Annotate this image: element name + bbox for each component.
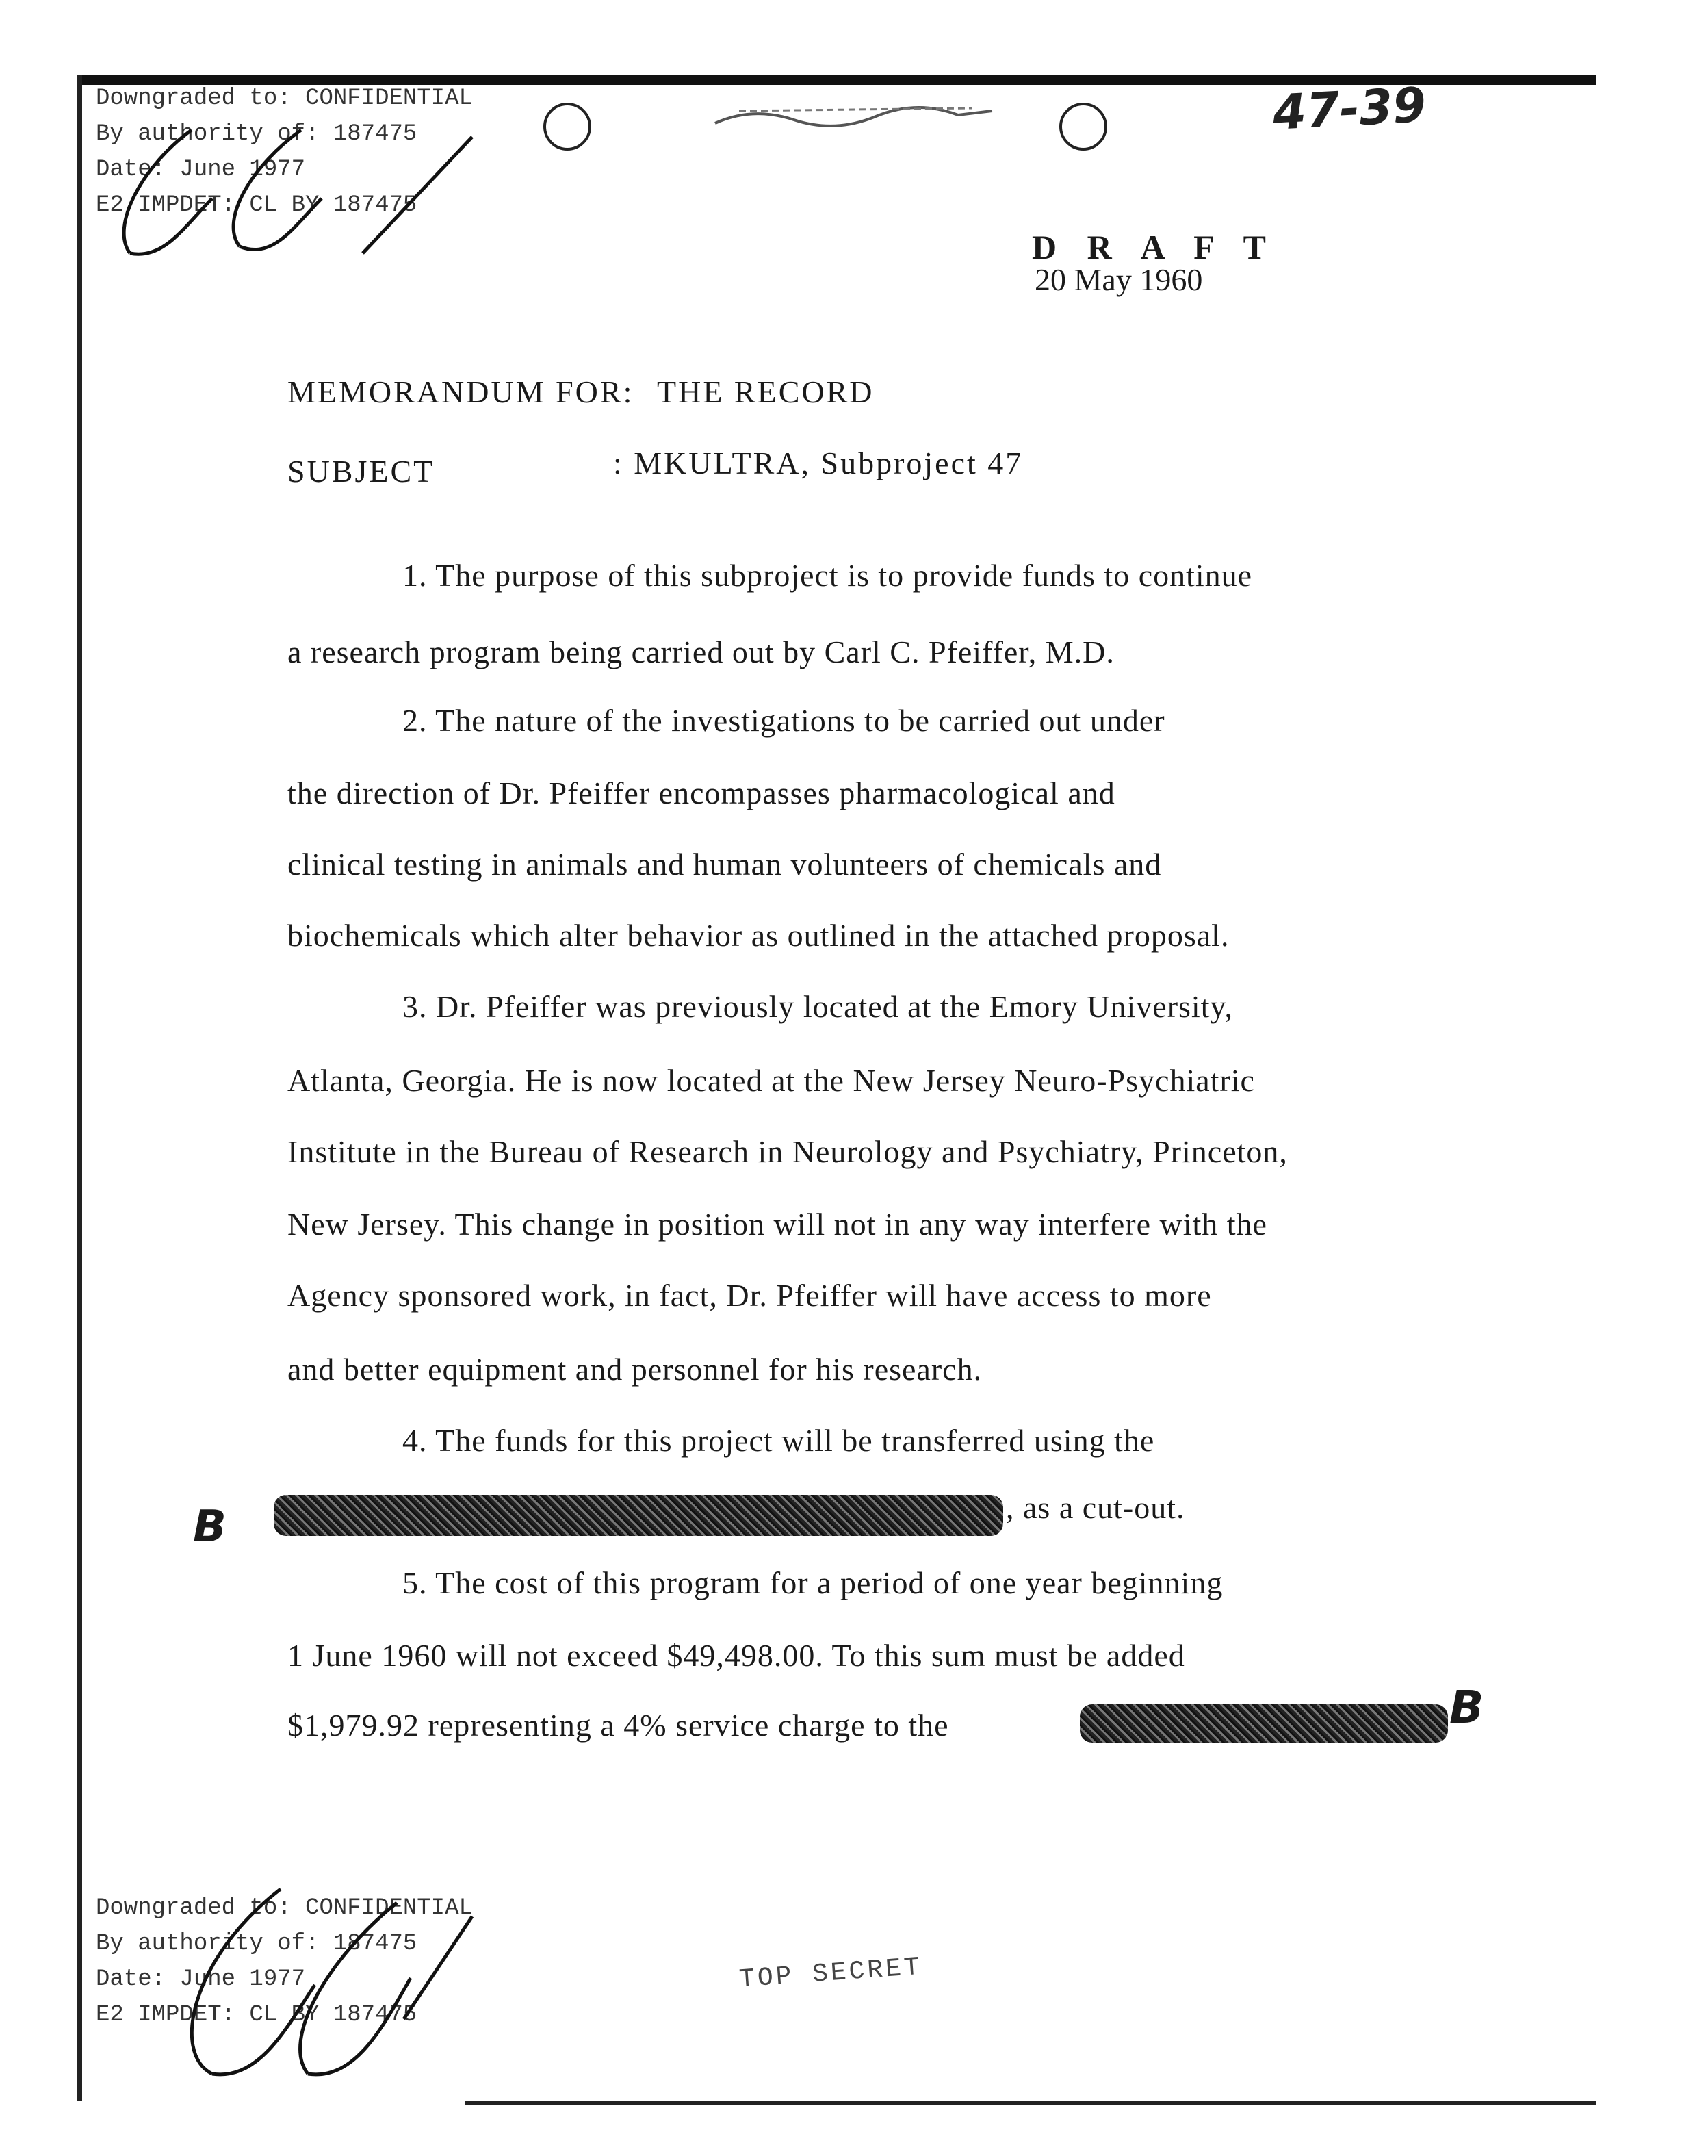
punch-hole-right	[1059, 103, 1107, 151]
paragraph-4-line: 4. The funds for this project will be transferred using the	[402, 1423, 1155, 1458]
paragraph-3-line: and better equipment and personnel for his research.	[287, 1352, 983, 1387]
paragraph-5-line: 1 June 1960 will not exceed $49,498.00. To this sum must be added	[287, 1638, 1185, 1673]
stamp-line: By authority of: 187475	[96, 121, 417, 147]
paragraph-3-line: Atlanta, Georgia. He is now located at the New Jersey Neuro-Psychiatric	[287, 1063, 1255, 1098]
paragraph-1-line: 1. The purpose of this subproject is to provide funds to continue	[402, 558, 1253, 593]
memo-for-value: THE RECORD	[657, 374, 875, 409]
paragraph-2-line: the direction of Dr. Pfeiffer encompasses pharmacological and	[287, 775, 1115, 810]
stamp-line: E2 IMPDET: CL BY 187475	[96, 192, 417, 218]
stamp-line: Date: June 1977	[96, 157, 306, 183]
subject-label: SUBJECT	[287, 454, 435, 489]
stamp-line: Date: June 1977	[96, 1966, 306, 1992]
stamp-line: By authority of: 187475	[96, 1931, 417, 1957]
redaction-bar	[274, 1495, 1003, 1536]
paragraph-5-line: 5. The cost of this program for a period of one year beginning	[402, 1565, 1224, 1600]
paragraph-3-line: New Jersey. This change in position will not in any way interfere with the	[287, 1207, 1267, 1242]
paragraph-2-line: biochemicals which alter behavior as outlined in the attached proposal.	[287, 918, 1230, 953]
paragraph-5-line: $1,979.92 representing a 4% service charge to the	[287, 1708, 949, 1743]
paragraph-1-line: a research program being carried out by Carl C. Pfeiffer, M.D.	[287, 634, 1115, 669]
left-border-rule	[77, 75, 82, 2101]
margin-mark-b-right: B	[1449, 1681, 1484, 1734]
margin-mark-b-left: B	[193, 1502, 227, 1552]
top-scribble	[712, 103, 999, 130]
handwritten-file-number: 47-39	[1271, 77, 1427, 141]
paragraph-4-line: , as a cut-out.	[1006, 1490, 1185, 1525]
paragraph-2-line: 2. The nature of the investigations to be carried out under	[402, 703, 1165, 738]
subject-value: : MKULTRA, Subproject 47	[613, 446, 1024, 480]
redaction-bar	[1080, 1704, 1448, 1743]
draft-date: 20 May 1960	[1035, 262, 1203, 297]
paragraph-3-line: Institute in the Bureau of Research in Neurology and Psychiatry, Princeton,	[287, 1134, 1288, 1169]
draft-label: D R A F T	[1032, 228, 1277, 266]
paragraph-2-line: clinical testing in animals and human volunteers of chemicals and	[287, 847, 1162, 882]
stamp-line: Downgraded to: CONFIDENTIAL	[96, 1895, 473, 1921]
punch-hole-left	[543, 103, 591, 151]
bottom-center-stamp: TOP SECRET	[738, 1952, 924, 1995]
top-stamp-slashes	[103, 123, 486, 260]
memo-for-label: MEMORANDUM FOR:	[287, 374, 634, 409]
bottom-stamp-slashes	[109, 1875, 479, 2081]
paragraph-3-line: 3. Dr. Pfeiffer was previously located at the Emory University,	[402, 989, 1233, 1024]
bottom-border-rule	[465, 2101, 1596, 2105]
stamp-line: E2 IMPDET: CL BY 187475	[96, 2002, 417, 2028]
stamp-line: Downgraded to: CONFIDENTIAL	[96, 86, 473, 112]
paragraph-3-line: Agency sponsored work, in fact, Dr. Pfeiffer will have access to more	[287, 1278, 1212, 1313]
